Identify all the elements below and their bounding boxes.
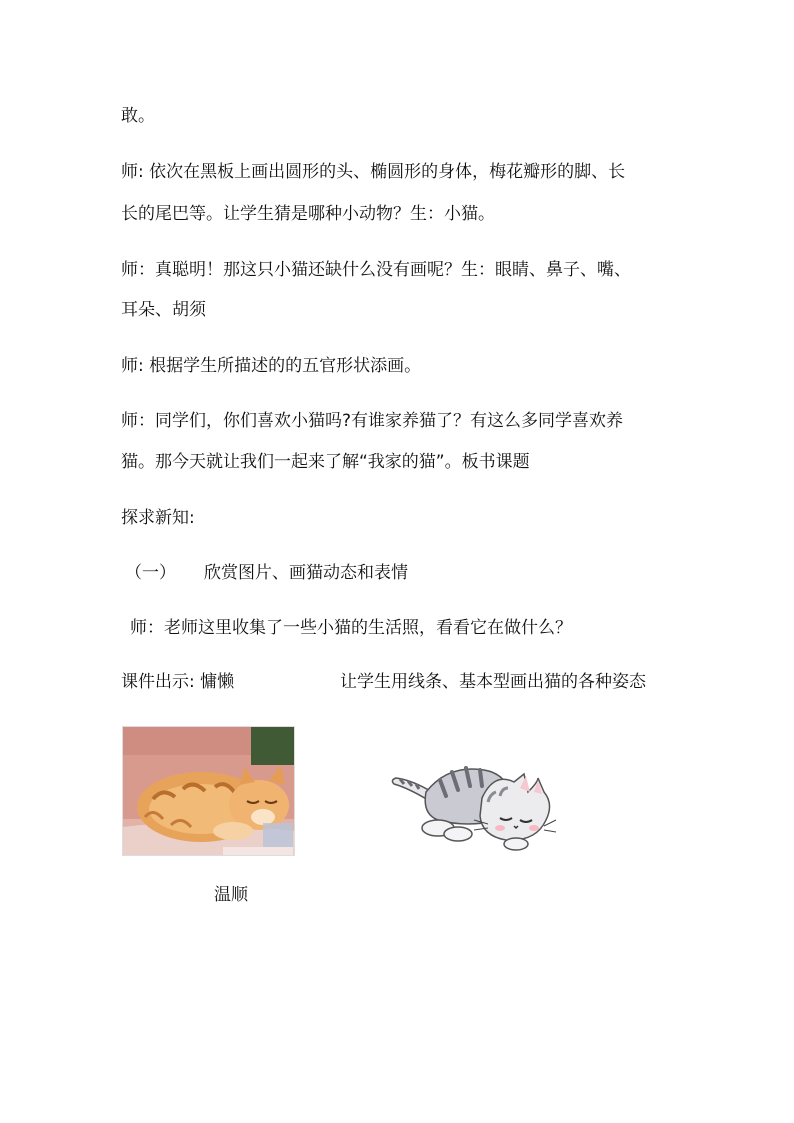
text-line-7: 师：同学们，你们喜欢小猫吗?有谁家养猫了？有这么多同学喜欢养 [121,411,624,431]
text-line-3: 长的尾巴等。让学生猜是哪种小动物？生：小猫。 [121,204,495,224]
text-line-4: 师：真聪明！那这只小猫还缺什么没有画呢？生：眼睛、鼻子、嘴、 [121,260,631,280]
text-line-6: 师: 根据学生所描述的的五官形状添画。 [121,356,422,376]
section-number: （一） [125,563,176,583]
text-line-2: 师: 依次在黑板上画出圆形的头、椭圆形的身体，梅花瓣形的脚、长 [121,162,626,182]
text-line-9: 探求新知: [121,508,195,528]
text-line-11: 师：老师这里收集了一些小猫的生活照，看看它在做什么？ [130,618,572,638]
sleeping-cat-photo [122,726,295,856]
courseware-label: 课件出示: 慵懒 [121,672,235,692]
courseware-task: 让学生用线条、基本型画出猫的各种姿态 [340,672,646,692]
text-line-1: 敢。 [121,106,155,126]
section-title: 欣赏图片、画猫动态和表情 [204,563,408,583]
photo-caption: 温顺 [214,885,248,905]
text-line-5: 耳朵、胡须 [121,300,206,320]
text-line-8: 猫。那今天就让我们一起来了解“我家的猫”。板书课题 [121,452,530,472]
cartoon-cat-illustration [388,758,558,858]
